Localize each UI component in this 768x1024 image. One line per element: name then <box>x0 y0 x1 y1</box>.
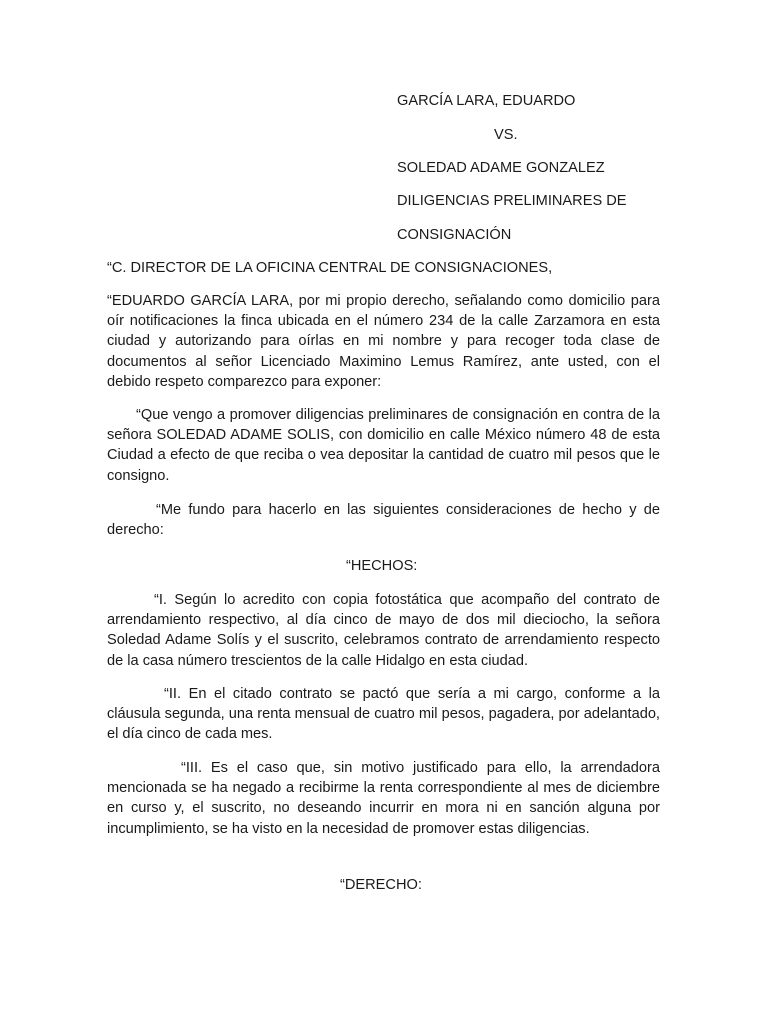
caption-versus: VS. <box>494 127 518 143</box>
caption-plaintiff: GARCÍA LARA, EDUARDO <box>397 93 576 109</box>
basis-paragraph: “Me fundo para hacerlo en las siguientes consideraciones de hecho y de derecho: <box>107 502 660 539</box>
fact-paragraph-3: “III. Es el caso que, sin motivo justificado para ello, la arrendadora mencionada se ha negado a recibirme la renta correspondiente al mes de diciembre en curso y, el suscrito, no deseando incurrir en mora ni en sanción alguna por incumplimiento, se ha visto en la necesidad de promover estas diligencias. <box>107 760 660 837</box>
petition-paragraph: “Que vengo a promover diligencias preliminares de consignación en contra de la señora SOLEDAD ADAME SOLIS, con domicilio en calle México número 48 de esta Ciudad a efecto de que reciba o vea depositar la cantidad de cuatro mil pesos que le consigno. <box>107 407 660 484</box>
law-heading: “DERECHO: <box>340 877 422 893</box>
facts-heading: “HECHOS: <box>346 558 418 574</box>
caption-matter-line1: DILIGENCIAS PRELIMINARES DE <box>397 193 627 209</box>
intro-paragraph: “EDUARDO GARCÍA LARA, por mi propio derecho, señalando como domicilio para oír notificaciones la finca ubicada en el número 234 de la calle Zarzamora en esta ciudad y autorizando para oírlas en mi nombre y para recoger toda clase de documentos al señor Licenciado Maximino Lemus Ramírez, ante usted, con el debido respeto comparezco para exponer: <box>107 293 660 390</box>
caption-matter-line2: CONSIGNACIÓN <box>397 227 512 243</box>
caption-defendant: SOLEDAD ADAME GONZALEZ <box>397 160 605 176</box>
fact-paragraph-1: “I. Según lo acredito con copia fotostática que acompaño del contrato de arrendamiento respectivo, al día cinco de mayo de dos mil dieciocho, la señora Soledad Adame Solís y el suscrito, celebramos contrato de arrendamiento respecto de la casa número trescientos de la calle Hidalgo en esta ciudad. <box>107 592 660 669</box>
addressee-line: “C. DIRECTOR DE LA OFICINA CENTRAL DE CONSIGNACIONES, <box>107 260 553 276</box>
fact-paragraph-2: “II. En el citado contrato se pactó que sería a mi cargo, conforme a la cláusula segunda, una renta mensual de cuatro mil pesos, pagadera, por adelantado, el día cinco de cada mes. <box>107 686 660 743</box>
